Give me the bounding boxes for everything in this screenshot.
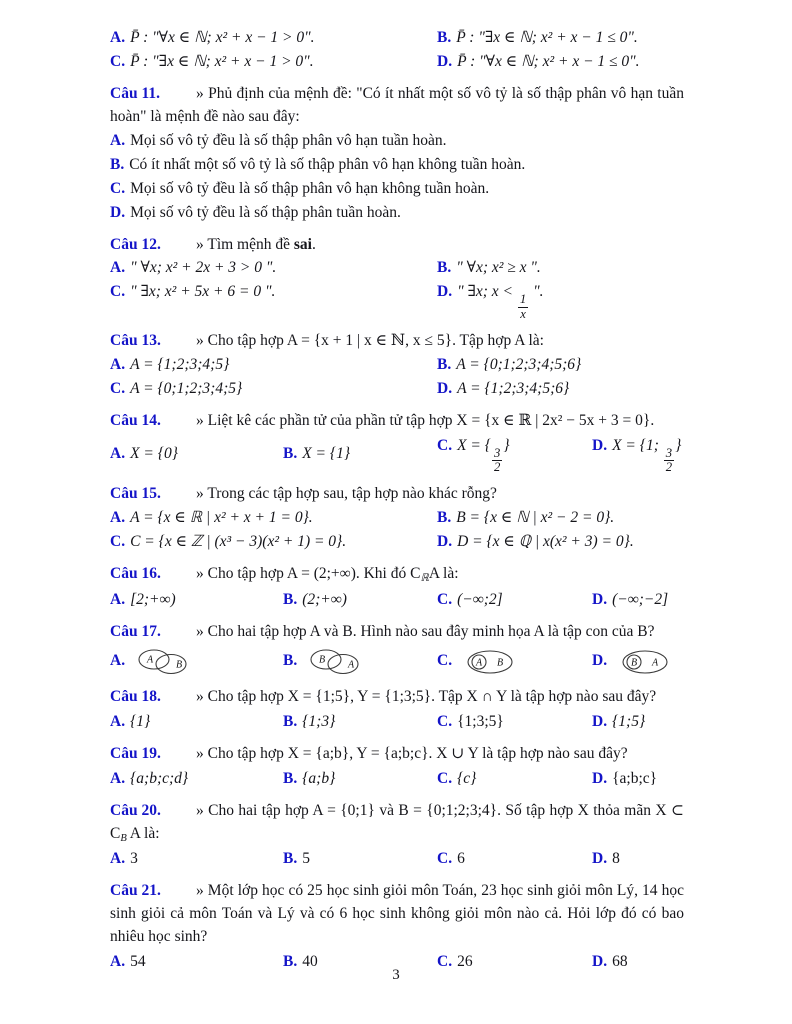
option-letter: D. [592,436,608,454]
venn-a-subset-b-diagram [461,647,519,677]
option-text: " ∃x; x² + 5x + 6 = 0 ". [130,283,276,301]
page-number: 3 [392,966,400,983]
option-letter: D. [592,769,608,787]
option-c [110,178,684,201]
option-letter: A. [110,590,126,608]
question-text: » Cho hai tập hợp A và B. Hình nào sau đây minh họa A là tập con của B? [196,622,655,640]
option-letter: D. [592,953,608,971]
question-14 [110,410,684,475]
option-letter: D. [592,712,608,730]
venn-label: A [476,657,483,669]
option-letter: A. [110,712,126,730]
option-text: Có ít nhất một số vô tỷ là số thập phân vô hạn không tuần hoàn. [129,155,526,173]
options-row [110,507,684,530]
options-row [110,435,684,475]
question-text: » Liệt kê các phần tử của phần tử tập hợp X = {x ∈ ℝ | 2x² − 5x + 3 = 0}. [196,411,655,429]
question-15 [110,483,684,554]
question-label: Câu 12. [110,235,161,253]
option-letter: C. [110,52,126,70]
fraction: $\frac{3}{2}$ [665,445,673,475]
question-text: » Cho tập hợp A = {x + 1 | x ∈ ℕ, x ≤ 5}. Tập hợp A là: [196,332,544,350]
option-d [110,202,684,225]
option-letter: A. [110,509,126,527]
option-text: {1} [130,712,151,730]
option-text: A = {1;2;3;4;5} [130,355,230,373]
option-letter: C. [437,590,453,608]
option-a [110,443,283,466]
option-letter: A. [110,259,126,277]
question-text: » Cho tập hợp X = {1;5}, Y = {1;3;5}. Tập X ∩ Y là tập hợp nào sau đây? [196,687,657,705]
option-letter: D. [592,652,608,670]
option-text: Mọi số vô tỷ đều là số thập phân tuần hoàn. [130,203,401,221]
option-text: {1;3;5} [457,712,504,730]
option-a [110,768,283,791]
option-letter: B. [437,29,452,46]
option-text: (−∞;−2] [612,590,669,608]
question-text: » Trong các tập hợp sau, tập hợp nào khác rỗng? [196,485,497,503]
option-letter: C. [437,436,453,454]
option-letter: D. [110,203,126,221]
option-text: P̄ : "∃x ∈ ℕ; x² + x − 1 ≤ 0". [456,29,638,46]
option-letter: A. [110,131,126,149]
option-c [437,768,592,791]
options-row [110,354,684,377]
fraction: $\frac{3}{2}$ [493,445,501,475]
option-text: X = {0} [130,445,178,463]
venn-b-subset-a-diagram [616,647,674,677]
option-letter: D. [437,283,453,301]
option-letter: B. [283,850,298,868]
option-text: 40 [302,953,318,971]
question-label: Câu 16. [110,565,161,583]
option-a [110,257,437,280]
question-text: » Phủ định của mệnh đề: "Có ít nhất một số vô tỷ là số thập phân vô hạn tuần hoàn" là mệnh đề nào sau đây: [110,84,684,125]
option-text: 8 [612,850,620,868]
option-c [110,281,437,321]
bold-word: sai [293,235,312,253]
options-row [110,531,684,554]
question-text: » Tìm mệnh đề sai. [196,235,316,253]
options-row [110,848,684,871]
option-text: (−∞;2] [457,590,503,608]
question-head [110,410,684,433]
option-text: P̄ : "∀x ∈ ℕ; x² + x − 1 > 0". [130,29,315,46]
option-text: 26 [457,953,473,971]
option-letter: C. [437,850,453,868]
option-d [592,589,684,612]
question-18 [110,686,684,734]
option-text: {a;b;c;d} [130,769,189,787]
fraction: $\frac{1}{x}$ [519,292,527,321]
option-text: X = { $\frac{3}{2}$ } [457,436,510,475]
option-text: P̄ : "∃x ∈ ℕ; x² + x − 1 > 0". [130,52,314,70]
option-d [592,848,684,871]
question-21 [110,880,684,974]
venn-overlap-a-b-diagram [134,647,192,677]
question-text: » Một lớp học có 25 học sinh giỏi môn Toán, 23 học sinh giỏi môn Lý, 14 học sinh giỏi cả môn Toán và Lý và có 6 học sinh không giỏi môn nào cả. Hỏi lớp đó có bao nhiêu học sinh? [110,882,684,946]
option-text: B = {x ∈ ℕ | x² − 2 = 0}. [456,509,615,527]
option-b [437,257,684,280]
option-c [437,647,592,677]
question-10-options [110,27,684,74]
options-row [110,27,684,50]
question-head [110,880,684,949]
question-label: Câu 18. [110,687,161,705]
option-letter: A. [110,445,126,463]
option-text: {1;5} [612,712,646,730]
option-d [592,711,684,734]
question-head [110,234,684,257]
option-b [283,647,437,677]
option-letter: B. [283,712,298,730]
option-letter: B. [283,953,298,971]
option-text: {1;3} [302,712,336,730]
option-a [110,647,283,677]
option-d [592,647,684,677]
option-letter: A. [110,29,126,46]
options-row [110,257,684,280]
question-head [110,83,684,129]
venn-overlap-b-a-diagram [306,647,364,677]
option-letter: A. [110,355,126,373]
question-12 [110,234,684,322]
venn-label: A [147,654,154,666]
option-text: [2;+∞) [130,590,176,608]
option-text: D = {x ∈ ℚ | x(x² + 3) = 0}. [457,533,634,551]
option-letter: C. [110,283,126,301]
option-d [437,378,684,401]
option-b [283,589,437,612]
option-a [110,130,684,153]
option-b [437,507,684,530]
option-letter: B. [437,509,452,527]
venn-label: B [319,654,326,666]
option-text: A = {1;2;3;4;5;6} [457,379,570,397]
question-19 [110,743,684,791]
question-label: Câu 15. [110,485,161,503]
option-a [110,507,437,530]
option-letter: B. [283,652,298,670]
question-11 [110,83,684,225]
option-letter: A. [110,652,126,670]
question-text: » Cho tập hợp A = (2;+∞). Khi đó $C_ℝA$ là: [196,565,459,585]
options-row [110,711,684,734]
options-row [110,589,684,612]
option-c [437,589,592,612]
option-text: 3 [130,850,138,868]
option-letter: C. [437,652,453,670]
option-letter: A. [110,850,126,868]
options-row [110,378,684,401]
option-text: X = {1} [302,445,351,463]
option-text: P̄ : "∀x ∈ ℕ; x² + x − 1 ≤ 0". [457,52,640,70]
option-b [283,711,437,734]
option-text: Mọi số vô tỷ đều là số thập phân vô hạn tuần hoàn. [130,131,447,149]
option-letter: A. [110,769,126,787]
option-d [592,768,684,791]
venn-label: B [497,657,504,669]
option-text: " ∀x; x² + 2x + 3 > 0 ". [130,259,277,277]
venn-label: A [652,657,659,669]
option-letter: D. [592,850,608,868]
option-letter: C. [110,533,126,551]
option-text: {a;b} [302,769,336,787]
option-text: {c} [457,769,477,787]
option-text: (2;+∞) [302,590,347,608]
question-label: Câu 13. [110,332,161,350]
option-letter: B. [283,590,298,608]
option-letter: A. [110,953,126,971]
option-b [110,154,684,177]
option-letter: C. [437,953,453,971]
option-letter: C. [110,179,126,197]
option-letter: B. [283,769,298,787]
option-text: 68 [612,953,628,971]
option-c [437,848,592,871]
option-text: " ∀x; x² ≥ x ". [456,259,541,277]
question-13 [110,330,684,401]
subscript: ℝ [420,573,429,585]
option-c [110,531,437,554]
question-label: Câu 21. [110,882,161,900]
option-c [110,51,437,74]
option-letter: C. [437,712,453,730]
question-20 [110,800,684,872]
option-letter: D. [437,52,453,70]
option-letter: B. [283,445,298,463]
option-letter: C. [437,769,453,787]
option-text: Mọi số vô tỷ đều là số thập phân vô hạn không tuần hoàn. [130,179,490,197]
option-text: 54 [130,953,146,971]
option-letter: D. [437,533,453,551]
option-letter: B. [437,259,452,277]
option-text: 6 [457,850,465,868]
option-a [110,27,437,50]
option-d [437,51,684,74]
option-b [283,443,437,466]
option-letter: C. [110,379,126,397]
option-c [437,435,592,475]
option-letter: B. [110,155,125,173]
question-text: » Cho hai tập hợp A = {0;1} và B = {0;1;2;3;4}. Số tập hợp X thỏa mãn X ⊂ $C_B$ A là: [110,801,684,844]
venn-label: A [348,659,355,671]
option-b [437,354,684,377]
option-d [592,435,684,475]
option-d [437,281,684,321]
question-label: Câu 11. [110,84,160,102]
question-head [110,743,684,766]
question-text: » Cho tập hợp X = {a;b}, Y = {a;b;c}. X ∪ Y là tập hợp nào sau đây? [196,744,628,762]
option-letter: D. [592,590,608,608]
question-head [110,621,684,644]
options-row [110,51,684,74]
question-16 [110,563,684,612]
venn-label: B [631,657,638,669]
subscript: B [120,832,127,844]
question-label: Câu 14. [110,411,161,429]
options-row [110,281,684,321]
question-head [110,800,684,847]
option-c [437,711,592,734]
option-a [110,589,283,612]
option-text: A = {0;1;2;3;4;5} [130,379,243,397]
option-c [110,378,437,401]
option-a [110,711,283,734]
option-text: 5 [302,850,310,868]
option-b [283,848,437,871]
question-label: Câu 19. [110,744,161,762]
question-head [110,483,684,506]
option-text: A = {0;1;2;3;4;5;6} [456,355,582,373]
question-label: Câu 17. [110,622,161,640]
option-b [437,27,684,50]
question-head [110,330,684,353]
option-a [110,354,437,377]
question-17 [110,621,684,677]
option-a [110,848,283,871]
option-letter: B. [437,355,452,373]
option-b [283,768,437,791]
option-d [437,531,684,554]
venn-label: B [176,659,183,671]
option-letter: D. [437,379,453,397]
question-label: Câu 20. [110,801,161,819]
option-text: A = {x ∈ ℝ | x² + x + 1 = 0}. [130,509,313,527]
options-row [110,768,684,791]
option-text: " ∃x; x < $\frac{1}{x}$ ". [457,283,544,321]
venn-options-row [110,647,684,677]
option-text: {a;b;c} [612,769,658,787]
question-head [110,563,684,587]
option-text: C = {x ∈ ℤ | (x³ − 3)(x² + 1) = 0}. [130,533,347,551]
option-text: X = {1; $\frac{3}{2}$ } [612,436,682,475]
question-head [110,686,684,709]
